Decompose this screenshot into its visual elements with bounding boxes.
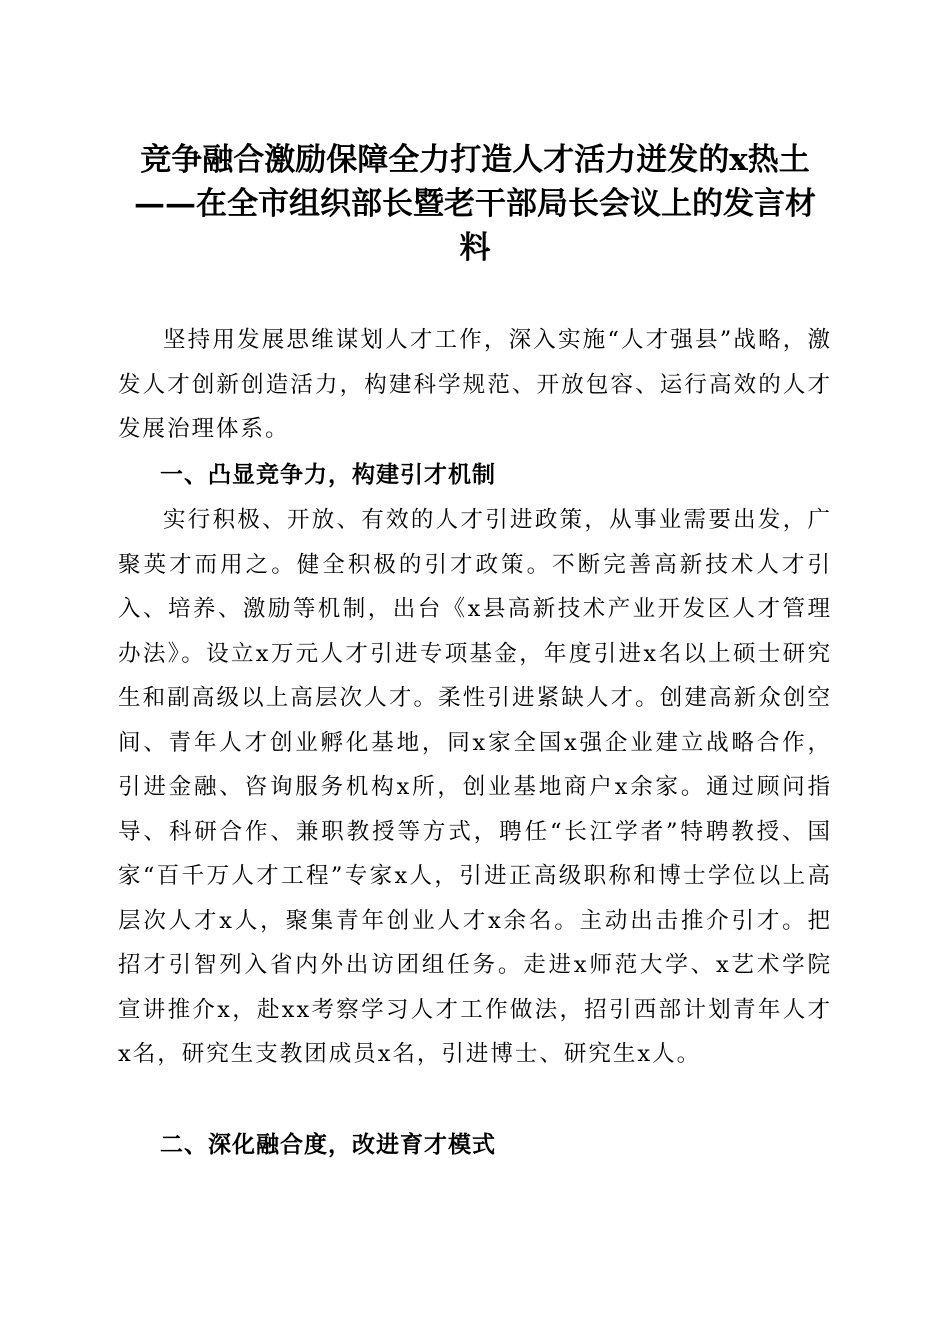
document-title: 竞争融合激励保障全力打造人才活力迸发的x热土——在全市组织部长暨老干部局长会议上的发言材料 xyxy=(134,142,816,266)
section-1-paragraph: 实行积极、开放、有效的人才引进政策，从事业需要出发，广聚英才而用之。健全积极的引才政策。不断完善高新技术人才引入、培养、激励等机制，出台《x县高新技术产业开发区人才管理办法》。设立x万元人才引进专项基金，年度引进x名以上硕士研究生和副高级以上高层次人才。柔性引进紧缺人才。创建高新众创空间、青年人才创业孵化基地，同x家全国x强企业建立战略合作，引进金融、咨询服务机构x所，创业基地商户x余家。通过顾问指导、科研合作、兼职教授等方式，聘任“长江学者”特聘教授、国家“百千万人才工程”专家x人，引进正高级职称和博士学位以上高层次人才x人，聚集青年创业人才x余名。主动出击推介引才。把招才引智列入省内外出访团组任务。走进x师范大学、x艺术学院宣讲推介x，赴xx考察学习人才工作做法，招引西部计划青年人才x名，研究生支教团成员x名，引进博士、研究生x人。 xyxy=(118,507,832,1067)
section-heading-1: 一、凸显竞争力，构建引才机制 xyxy=(160,462,496,488)
intro-paragraph: 坚持用发展思维谋划人才工作，深入实施“人才强县”战略，激发人才创新创造活力，构建科学规范、开放包容、运行高效的人才发展治理体系。 xyxy=(118,327,832,442)
section-heading-2: 二、深化融合度，改进育才模式 xyxy=(160,1132,496,1158)
